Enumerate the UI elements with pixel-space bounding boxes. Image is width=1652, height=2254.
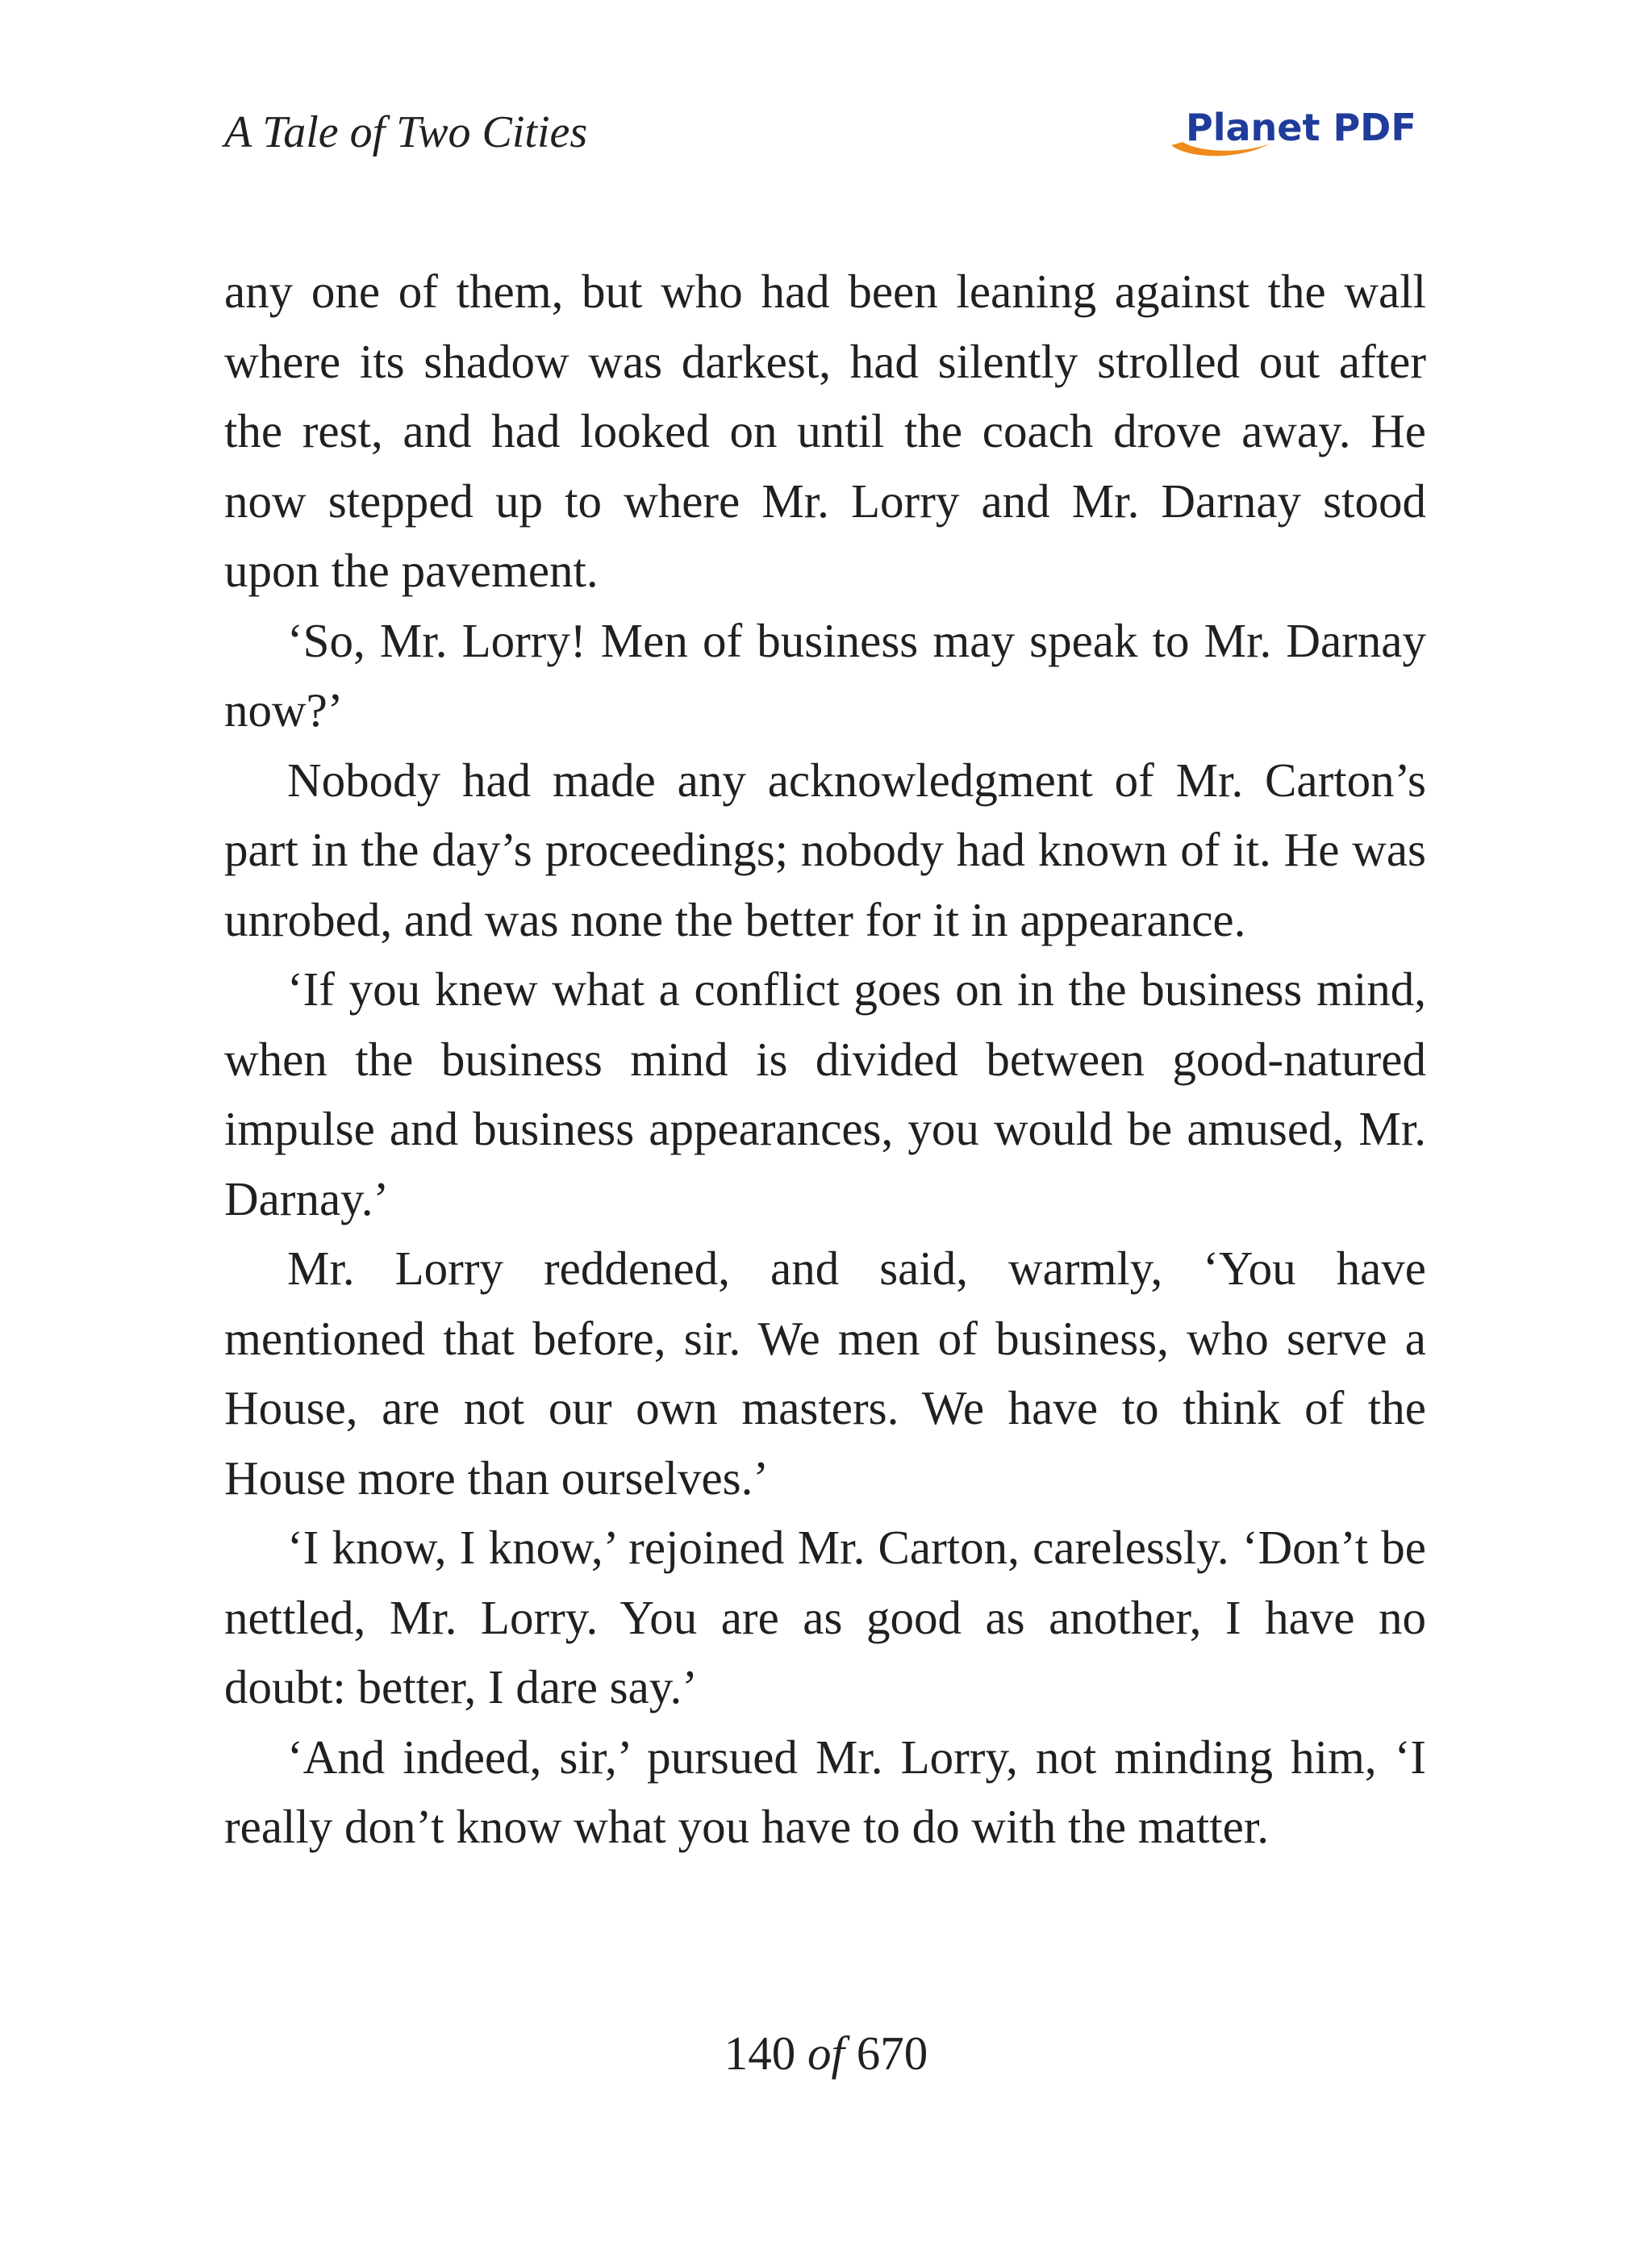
logo-text: Planet PDF (1186, 106, 1416, 149)
page-header (224, 103, 1428, 168)
paragraph: ‘So, Mr. Lorry! Men of business may speak to Mr. Darnay now?’ (224, 613, 1426, 737)
paragraph: Nobody had made any acknowledgment of Mr. Carton’s part in the day’s proceedings; nobody had known of it. He was unrobed, and was none the better for it in appearance. (224, 753, 1426, 946)
paragraph: ‘I know, I know,’ rejoined Mr. Carton, carelessly. ‘Don’t be nettled, Mr. Lorry. You are as good as another, I have no doubt: better, I dare say.’ (224, 1521, 1426, 1713)
book-title: A Tale of Two Cities (224, 107, 588, 157)
planet-pdf-logo (1165, 103, 1423, 165)
page-number (0, 2027, 1652, 2080)
paragraph: ‘And indeed, sir,’ pursued Mr. Lorry, not minding him, ‘I really don’t know what you have to do with the matter. (224, 1730, 1426, 1853)
current-page-number: 140 (724, 2027, 796, 2080)
page-of-label: of (807, 2027, 845, 2080)
paragraph: any one of them, but who had been leaning against the wall where its shadow was darkest, had silently strolled out after the rest, and had looked on until the coach drove away. He now stepped up to where Mr. Lorry and Mr. Darnay stood upon the pavement. (224, 265, 1426, 597)
page-body-text (224, 257, 1426, 1862)
total-page-count: 670 (856, 2027, 928, 2080)
paragraph: ‘If you knew what a conflict goes on in the business mind, when the business mind is divided between good-natured impulse and business appearances, you would be amused, Mr. Darnay.’ (224, 962, 1426, 1225)
paragraph: Mr. Lorry reddened, and said, warmly, ‘You have mentioned that before, sir. We men of business, who serve a House, are not our own masters. We have to think of the House more than ourselves.’ (224, 1242, 1426, 1505)
